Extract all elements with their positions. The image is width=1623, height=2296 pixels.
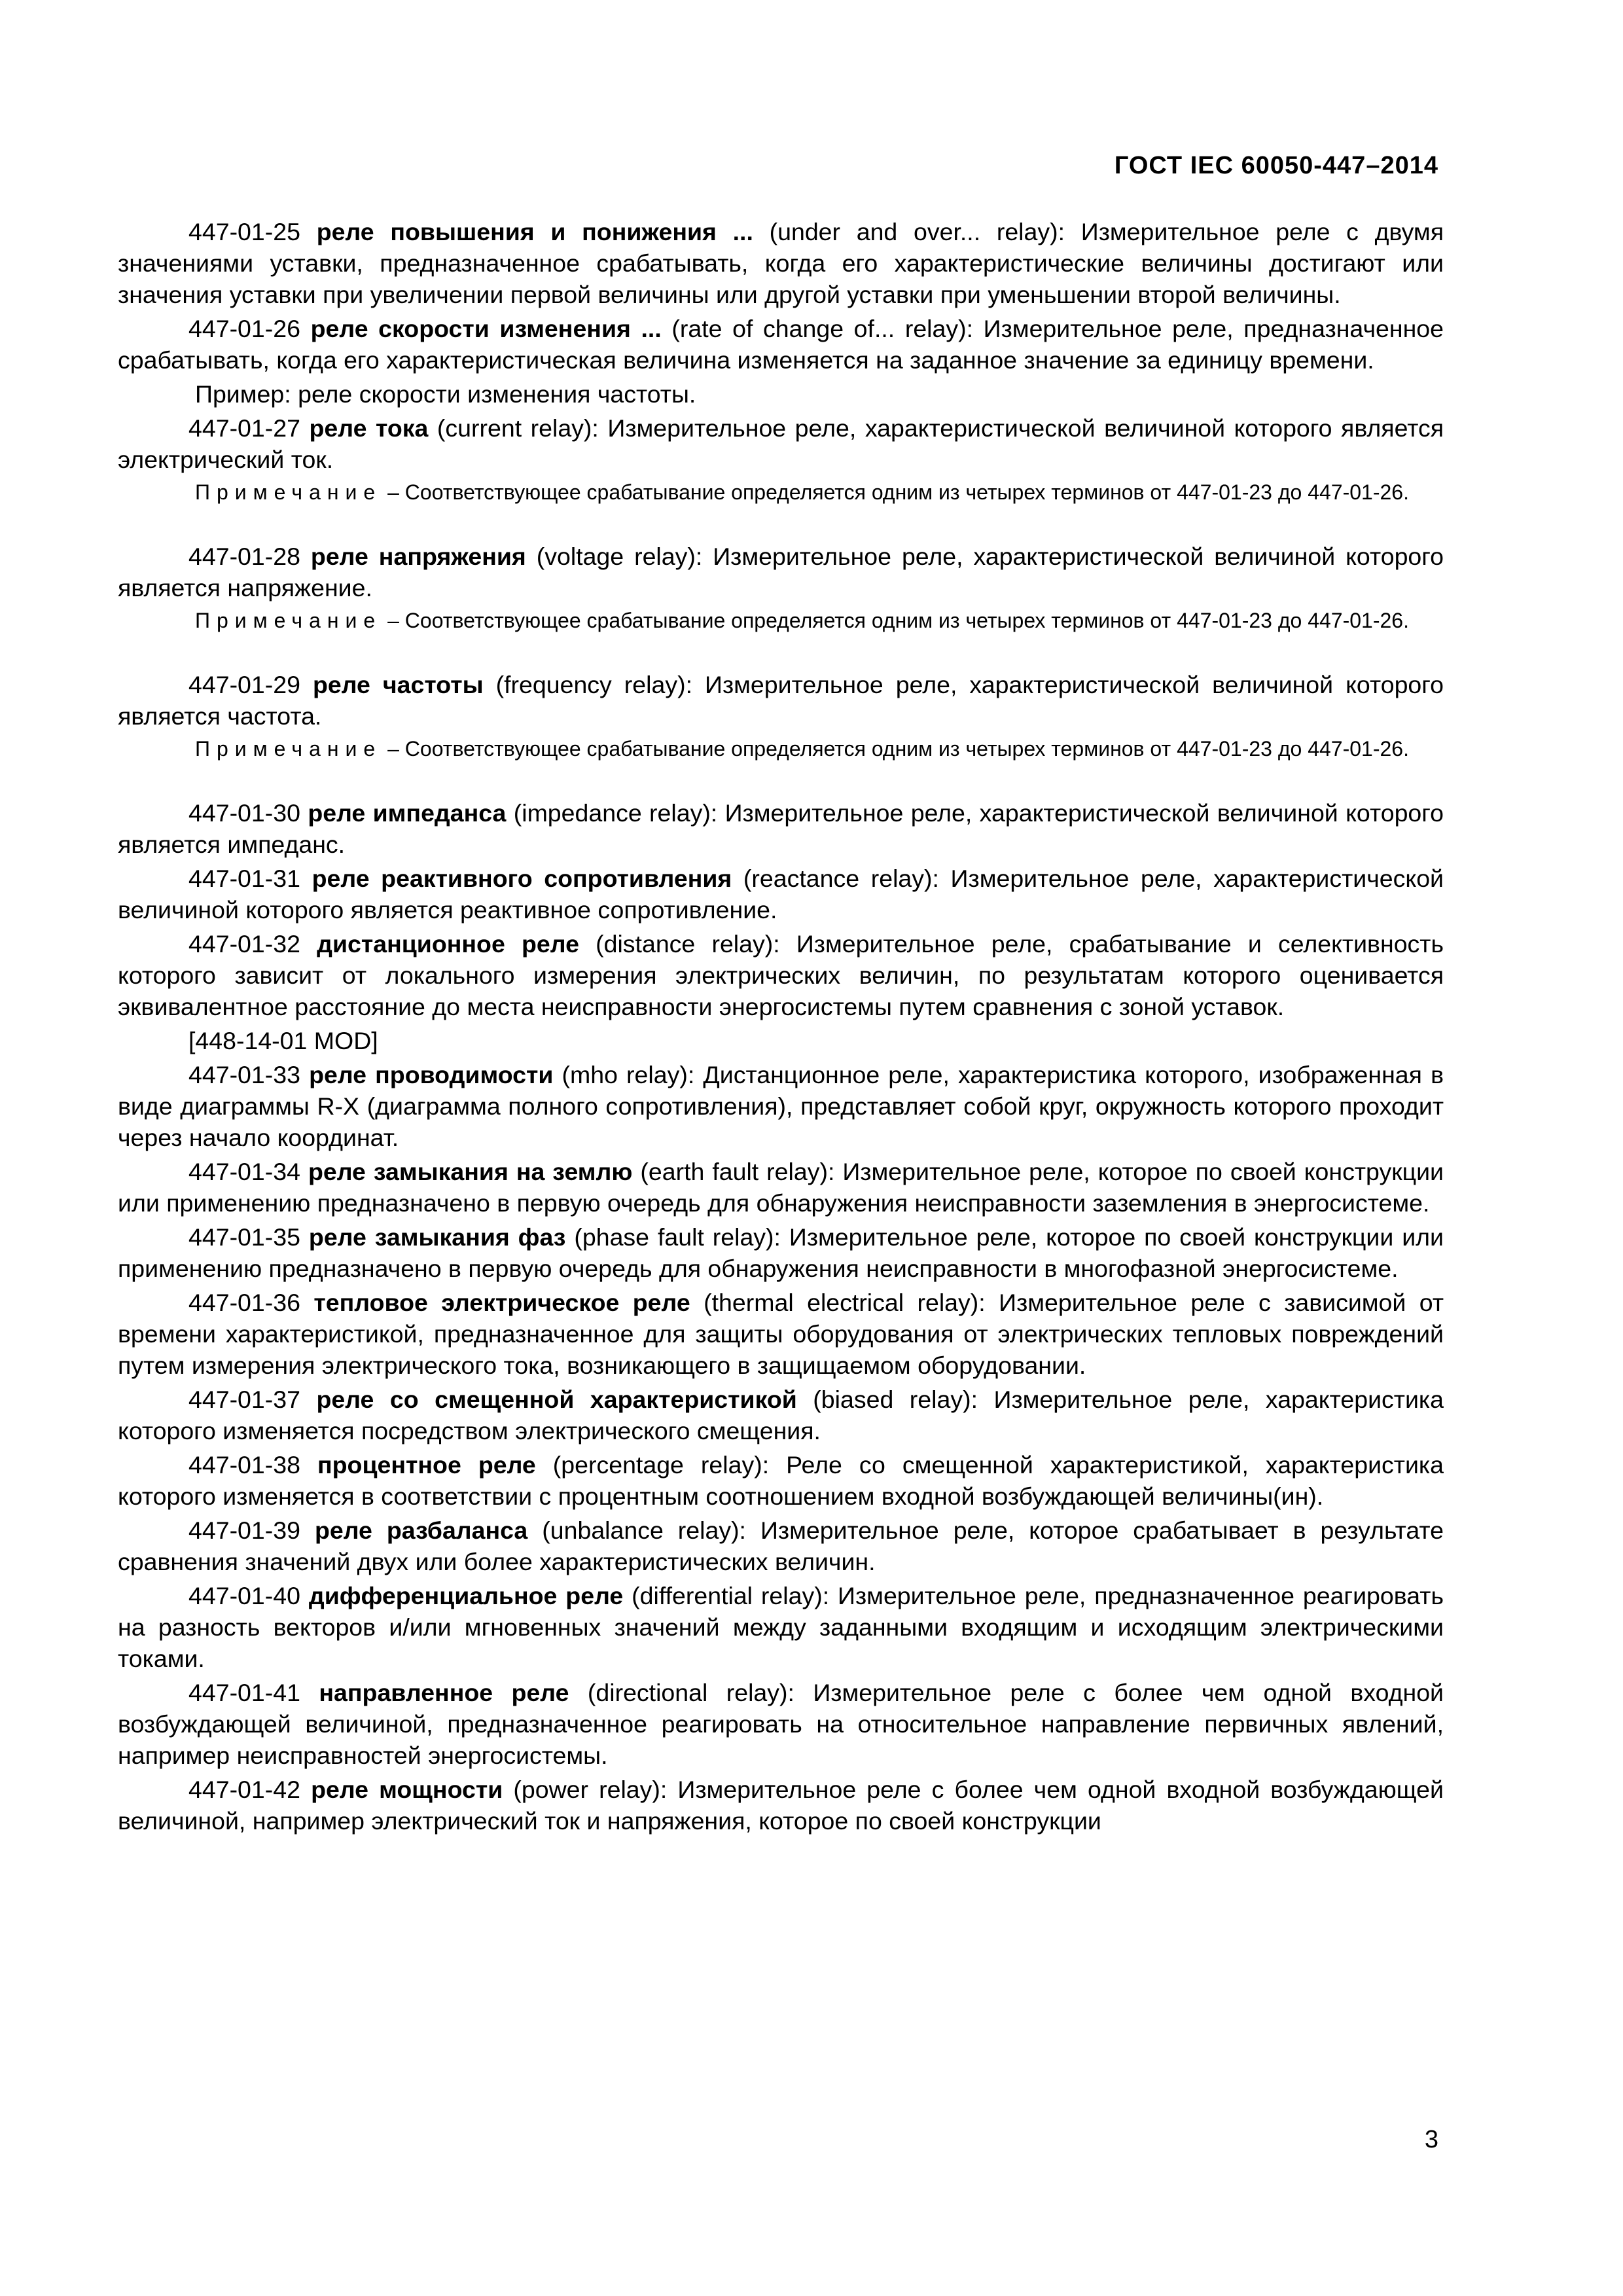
note-label: Примечание: [195, 609, 382, 632]
term-number: 447-01-40: [188, 1582, 300, 1609]
term-entry: [118, 1449, 1444, 1512]
term-entry: [118, 1221, 1444, 1284]
term-definition: (directional relay): Измерительное реле с более чем одной входной возбуждающей величиной, предназначенное реагировать на относительное направление первичных явлений, например неисправностей энергосистемы.: [118, 1679, 1444, 1769]
term-name: реле разбаланса: [314, 1516, 528, 1544]
term-entry: [118, 1515, 1444, 1577]
note-label: Примечание: [195, 480, 382, 504]
term-number: 447-01-27: [188, 414, 300, 442]
term-name: реле тока: [309, 414, 429, 442]
term-name: реле замыкания на землю: [308, 1158, 633, 1185]
term-name: дистанционное реле: [317, 930, 579, 958]
note-text: – Соответствующее срабатывание определяется одним из четырех терминов от 447-01-23 до 447-01-26.: [382, 609, 1409, 632]
term-definition: (frequency relay): Измерительное реле, характеристической величиной которого является частота.: [118, 671, 1444, 730]
term-definition: (impedance relay): Измерительное реле, характеристической величиной которого является импеданс.: [118, 799, 1444, 858]
reference-text: [448-14-01 MOD]: [188, 1027, 378, 1054]
term-entry: [118, 863, 1444, 925]
term-entry: [118, 797, 1444, 860]
term-number: 447-01-36: [188, 1289, 300, 1316]
term-entry: [118, 313, 1444, 376]
term-number: 447-01-41: [188, 1679, 300, 1706]
term-definition: (percentage relay): Реле со смещенной характеристикой, характеристика которого изменяется в соответствии с процентным соотношением входной возбуждающей величины(ин).: [118, 1451, 1444, 1510]
term-note: [118, 734, 1444, 763]
term-definition: (phase fault relay): Измерительное реле, которое по своей конструкции или применению предназначено в первую очередь для обнаружения неисправности в многофазной энергосистеме.: [118, 1223, 1444, 1282]
term-entry: [118, 216, 1444, 310]
term-name: реле замыкания фаз: [308, 1223, 566, 1251]
term-number: 447-01-34: [188, 1158, 300, 1185]
term-definition: (rate of change of... relay): Измерительное реле, предназначенное срабатывать, когда его характеристическая величина изменяется на заданное значение за единицу времени.: [118, 315, 1444, 374]
term-name: реле импеданса: [308, 799, 507, 827]
term-name: дифференциальное реле: [308, 1582, 624, 1609]
term-definition: (power relay): Измерительное реле с более чем одной входной возбуждающей величиной, например электрический ток и напряжения, которое по своей конструкции: [118, 1776, 1444, 1835]
term-definition: (biased relay): Измерительное реле, характеристика которого изменяется посредством электрического смещения.: [118, 1386, 1444, 1444]
term-entry: [118, 669, 1444, 732]
document-body: [118, 216, 1444, 1839]
term-number: 447-01-39: [188, 1516, 300, 1544]
note-text: – Соответствующее срабатывание определяется одним из четырех терминов от 447-01-23 до 447-01-26.: [382, 737, 1409, 761]
document-header: ГОСТ IEC 60050-447–2014: [1114, 152, 1438, 179]
term-name: реле проводимости: [309, 1061, 554, 1088]
term-entry: [118, 1059, 1444, 1153]
term-name: реле частоты: [312, 671, 484, 698]
term-entry: [118, 1580, 1444, 1674]
term-name: реле мощности: [311, 1776, 503, 1803]
term-definition: (current relay): Измерительное реле, характеристической величиной которого является электрический ток.: [118, 414, 1444, 473]
note-label: Примечание: [195, 737, 382, 761]
term-entry: [118, 412, 1444, 475]
term-name: процентное реле: [317, 1451, 536, 1479]
term-example: [118, 378, 1444, 410]
term-number: 447-01-37: [188, 1386, 300, 1413]
term-definition: (under and over... relay): Измерительное реле с двумя значениями уставки, предназначенное срабатывать, когда его характеристические величины достигают или значения уставки при увеличении первой величины или другой уставки при уменьшении второй величины.: [118, 218, 1444, 308]
term-number: 447-01-29: [188, 671, 300, 698]
term-name: тепловое электрическое реле: [313, 1289, 690, 1316]
term-number: 447-01-31: [188, 865, 300, 892]
term-definition: (earth fault relay): Измерительное реле, которое по своей конструкции или применению предназначено в первую очередь для обнаружения неисправности заземления в энергосистеме.: [118, 1158, 1444, 1217]
term-definition: (reactance relay): Измерительное реле, характеристической величиной которого является реактивное сопротивление.: [118, 865, 1444, 924]
term-reference: [118, 1025, 1444, 1056]
term-name: направленное реле: [319, 1679, 569, 1706]
term-note: [118, 478, 1444, 507]
term-definition: (differential relay): Измерительное реле, предназначенное реагировать на разность векторов и/или мгновенных значений между заданными входящим и исходящим электрическими токами.: [118, 1582, 1444, 1672]
term-name: реле повышения и понижения ...: [316, 218, 753, 245]
note-text: – Соответствующее срабатывание определяется одним из четырех терминов от 447-01-23 до 447-01-26.: [382, 480, 1409, 504]
term-entry: [118, 1677, 1444, 1771]
term-name: реле реактивного сопротивления: [312, 865, 732, 892]
term-number: 447-01-38: [188, 1451, 300, 1479]
term-entry: [118, 1287, 1444, 1381]
term-entry: [118, 1384, 1444, 1446]
term-number: 447-01-32: [188, 930, 300, 958]
term-name: реле со смещенной характеристикой: [316, 1386, 797, 1413]
term-definition: (thermal electrical relay): Измерительное реле с зависимой от времени характеристикой, предназначенное для защиты оборудования от электрических тепловых повреждений путем измерения электрического тока, возникающего в защищаемом оборудовании.: [118, 1289, 1444, 1379]
term-number: 447-01-28: [188, 543, 300, 570]
term-entry: [118, 1156, 1444, 1219]
term-definition: (mho relay): Дистанционное реле, характеристика которого, изображенная в виде диаграммы R-X (диаграмма полного сопротивления), представляет собой круг, окружность которого проходит через начало координат.: [118, 1061, 1444, 1151]
term-definition: (distance relay): Измерительное реле, срабатывание и селективность которого зависит от локального измерения электрических величин, по результатам которого оценивается эквивалентное расстояние до места неисправности энергосистемы путем сравнения с зоной уставок.: [118, 930, 1444, 1020]
term-definition: (unbalance relay): Измерительное реле, которое срабатывает в результате сравнения значений двух или более характеристических величин.: [118, 1516, 1444, 1575]
term-number: 447-01-33: [188, 1061, 300, 1088]
term-name: реле скорости изменения ...: [310, 315, 662, 342]
term-number: 447-01-30: [188, 799, 300, 827]
term-definition: (voltage relay): Измерительное реле, характеристической величиной которого является напряжение.: [118, 543, 1444, 601]
term-number: 447-01-35: [188, 1223, 300, 1251]
term-note: [118, 606, 1444, 635]
term-entry: [118, 928, 1444, 1022]
term-number: 447-01-42: [188, 1776, 300, 1803]
example-text: Пример: реле скорости изменения частоты.: [195, 380, 696, 408]
term-entry: [118, 541, 1444, 603]
term-entry: [118, 1774, 1444, 1837]
term-name: реле напряжения: [310, 543, 526, 570]
page-number: 3: [1424, 2126, 1438, 2153]
term-number: 447-01-25: [188, 218, 300, 245]
term-number: 447-01-26: [188, 315, 300, 342]
